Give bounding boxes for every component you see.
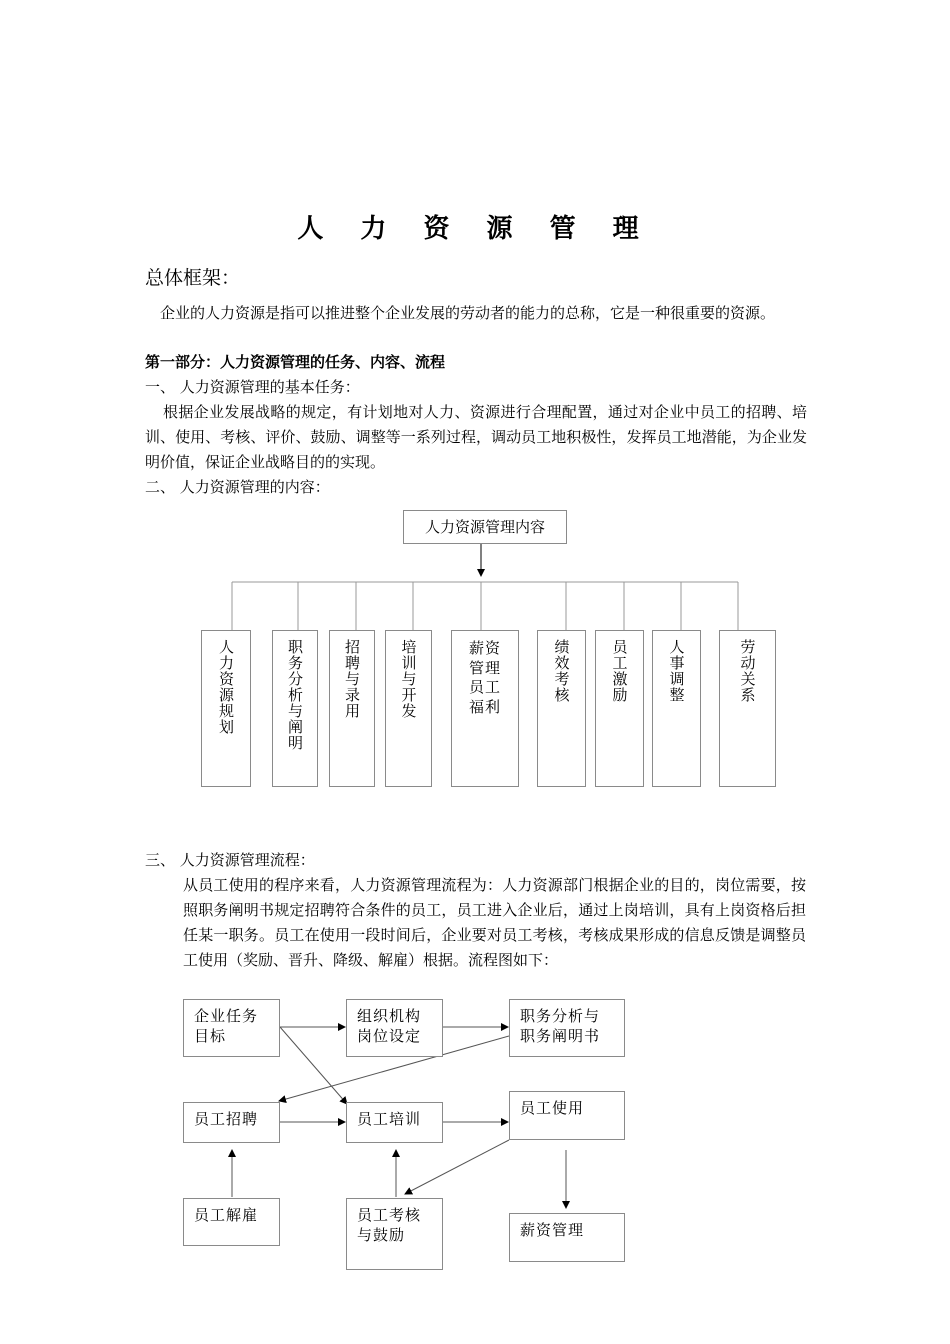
content-item-performance: 绩效考核 xyxy=(537,630,586,787)
framework-intro: 企业的人力资源是指可以推进整个企业发展的劳动者的能力的总称，它是一种很重要的资源。 xyxy=(160,304,776,322)
content-item-hr-planning: 人力资源规划 xyxy=(201,630,251,787)
flow-employee-use: 员工使用 xyxy=(509,1091,625,1140)
content-item-job-analysis: 职务分析与阐明 xyxy=(272,630,318,787)
flow-enterprise-goal: 企业任务目标 xyxy=(183,999,280,1057)
section2-title: 二、 人力资源管理的内容： xyxy=(145,478,330,496)
section3-title: 三、 人力资源管理流程： xyxy=(145,851,315,869)
section3-text: 从员工使用的程序来看，人力资源管理流程为：人力资源部门根据企业的目的，岗位需要，按照职务阐明书规定招聘符合条件的员工，员工进入企业后，通过上岗培训，具有上岗资格后担任某一职务。员工在使用一段时间后，企业要对员工考核，考核成果形成的信息反馈是调整员工使用（奖励、晋升、降级、解雇）根据。流程图如下： xyxy=(183,876,806,969)
content-item-personnel-adjust: 人事调整 xyxy=(652,630,701,787)
flow-job-description: 职务分析与职务阐明书 xyxy=(509,999,625,1057)
content-item-recruitment: 招聘与录用 xyxy=(329,630,375,787)
section1-title: 一、 人力资源管理的基本任务： xyxy=(145,378,360,396)
flow-org-structure: 组织机构岗位设定 xyxy=(346,999,443,1057)
content-item-training: 培训与开发 xyxy=(385,630,432,787)
flow-salary-management: 薪资管理 xyxy=(509,1213,625,1262)
content-item-motivation: 员工激励 xyxy=(595,630,644,787)
content-item-salary-welfare: 薪资管理员工福利 xyxy=(451,630,519,787)
content-item-labor-relations: 劳动关系 xyxy=(719,630,776,787)
flow-recruitment: 员工招聘 xyxy=(183,1102,280,1143)
flow-training: 员工培训 xyxy=(346,1102,443,1143)
framework-heading: 总体框架： xyxy=(145,267,241,289)
flow-dismissal: 员工解雇 xyxy=(183,1198,280,1246)
content-root-box: 人力资源管理内容 xyxy=(403,510,567,544)
section1-text: 根据企业发展战略的规定，有计划地对人力、资源进行合理配置，通过对企业中员工的招聘、培训、使用、考核、评价、鼓励、调整等一系列过程，调动员工地积极性，发挥员工地潜能，为企业发明价值，保证企业战略目的的实现。 xyxy=(145,403,807,471)
document-title: 人 力 资 源 管 理 xyxy=(297,214,653,244)
part1-heading: 第一部分：人力资源管理的任务、内容、流程 xyxy=(145,353,446,371)
flow-assessment-reward: 员工考核与鼓励 xyxy=(346,1198,443,1270)
